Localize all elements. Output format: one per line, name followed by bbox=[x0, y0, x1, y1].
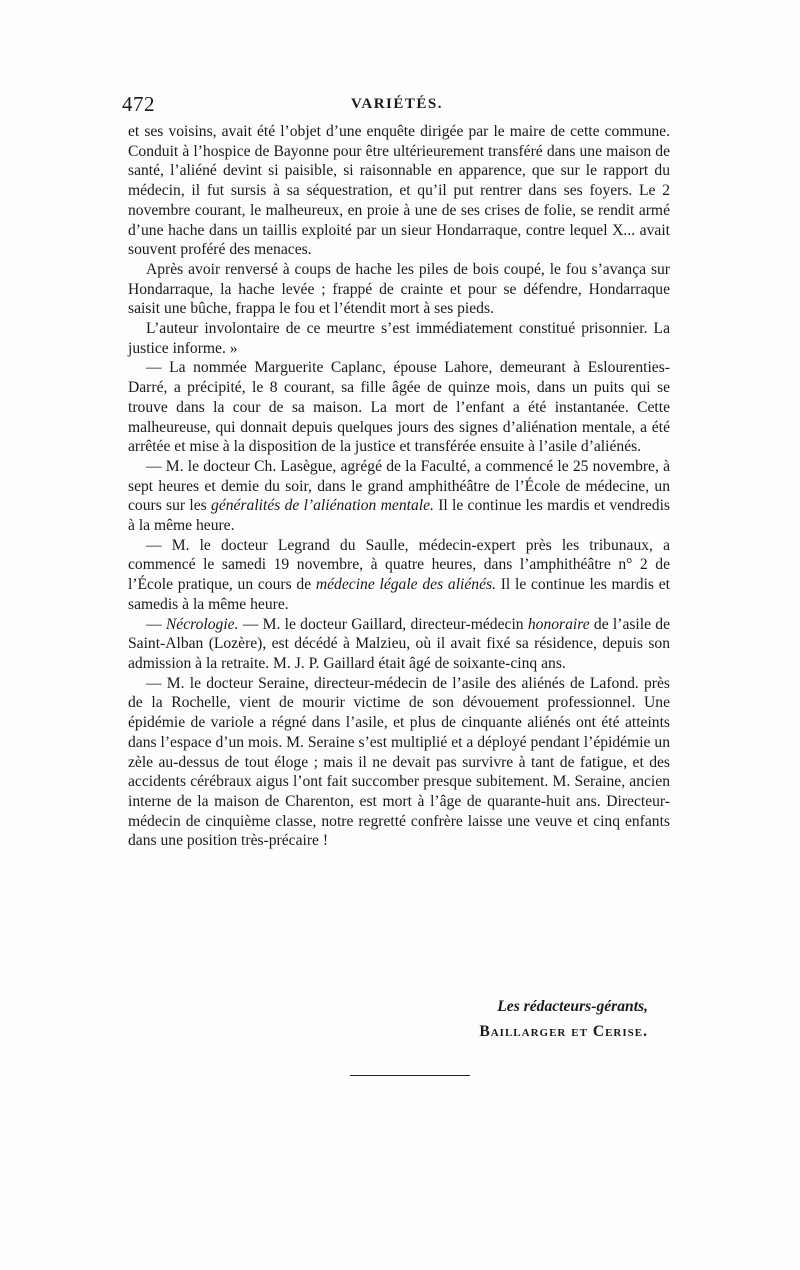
paragraph-gaillard-heading: Nécrologie. bbox=[165, 615, 239, 633]
paragraph-continuation: et ses voisins, avait été l’objet d’une enquête dirigée par le maire de cette commune. Conduit à l’hospice de Bayonne pour être ultérieurement transféré dans une maison de santé, l’aliéné devint si paisible, si raisonnable en apparence, que sur le rapport du médecin, il fut sursis à sa séquestration, et qu’il put rentrer dans ses foyers. Le 2 novembre courant, le malheureux, en proie à une de ses crises de folie, se rendit armé d’une hache dans un taillis exploité par un sieur Hondarraque, contre lequel X... avait souvent proféré des menaces. bbox=[128, 123, 670, 259]
paragraph-legrand-du-saulle bbox=[128, 536, 670, 615]
paragraph-legrand-text: — M. le docteur Legrand du Saulle, médecin-expert près les tribunaux, a commencé le samedi 19 novembre, à quatre heures, dans l’amphithéâtre n° 2 de l’École pratique, un cours de bbox=[128, 536, 670, 594]
paragraph-lasegue-course-title: généralités de l’aliénation mentale. bbox=[211, 497, 434, 515]
paragraph-legrand-schedule: Il le continue les mardis et samedis à la même heure. bbox=[128, 576, 670, 613]
paragraph-seraine: — M. le docteur Seraine, directeur-médecin de l’asile des aliénés de Lafond. près de la Rochelle, vient de mourir victime de son dévouement professionnel. Une épidémie de variole a régné dans l’asile, et plus de cinquante aliénés ont été atteints dans l’espace d’un mois. M. Seraine s’est multiplié et a déployé pendant l’épidémie un zèle au-dessus de tout éloge ; mais il ne devait pas survivre à tant de fatigue, et des accidents cérébraux aigus l’ont fait succomber presque subitement. M. Seraine, ancien interne de la maison de Charenton, est mort à l’âge de quarante-huit ans. Directeur-médecin de cinquième classe, notre regretté confrère laisse une veuve et cinq enfants dans une position très-précaire ! bbox=[128, 674, 670, 850]
paragraph-lasegue-schedule: Il le continue les mardis et vendredis à la même heure. bbox=[128, 497, 671, 535]
signature-role: Les rédacteurs-gérants, bbox=[497, 998, 648, 1015]
paragraph-gaillard-text: — M. le docteur Gaillard, directeur-médecin bbox=[238, 615, 528, 633]
paragraph-justice: L’auteur involontaire de ce meurtre s’est immédiatement constitué prisonnier. La justice informe. » bbox=[128, 320, 670, 357]
paragraph-lasegue-text: — M. le docteur Ch. Lasègue, agrégé de la Faculté, a commencé le 25 novembre, à sept heures et demie du soir, dans le grand amphithéâtre de l’École de médecine, un cours sur les bbox=[128, 457, 670, 515]
paragraph-hondarraque: Après avoir renversé à coups de hache les piles de bois coupé, le fou s’avança sur Hondarraque, la hache levée ; frappé de crainte et pour se défendre, Hondarraque saisit une bûche, frappa le fou et l’étendit mort à ses pieds. bbox=[128, 260, 670, 318]
running-title: VARIÉTÉS. bbox=[350, 96, 443, 112]
signature-names: Baillarger et Cerise. bbox=[479, 1023, 648, 1040]
page-number: 472 bbox=[122, 92, 155, 116]
body-text bbox=[128, 122, 670, 851]
end-rule bbox=[350, 1075, 470, 1076]
page-header bbox=[122, 92, 672, 114]
paragraph-legrand-course-title: médecine légale des aliénés. bbox=[315, 576, 496, 594]
paragraph-caplanc: — La nommée Marguerite Caplanc, épouse Lahore, demeurant à Eslourenties-Darré, a précipité, le 8 courant, sa fille âgée de quinze mois, dans un puits qui se trouve dans la cour de sa maison. La mort de l’enfant a été instantanée. Cette malheureuse, qui donnait depuis quelques jours des signes d’aliénation mentale, a été arrêtée et mise à la disposition de la justice et transférée ensuite à l’asile d’aliénés. bbox=[128, 359, 670, 456]
paragraph-gaillard-dash: — bbox=[146, 615, 166, 633]
paragraph-gaillard-rest: de l’asile de Saint-Alban (Lozère), est décédé à Malzieu, où il avait fixé sa résidence, depuis son admission à la retraite. M. J. P. Gaillard était âgé de soixante-cinq ans. bbox=[128, 615, 671, 672]
paragraph-gaillard-honoraire: honoraire bbox=[527, 615, 590, 633]
paragraph-necrologie-gaillard bbox=[128, 615, 670, 674]
signature-block bbox=[128, 995, 648, 1045]
paragraph-lasegue bbox=[128, 457, 670, 536]
